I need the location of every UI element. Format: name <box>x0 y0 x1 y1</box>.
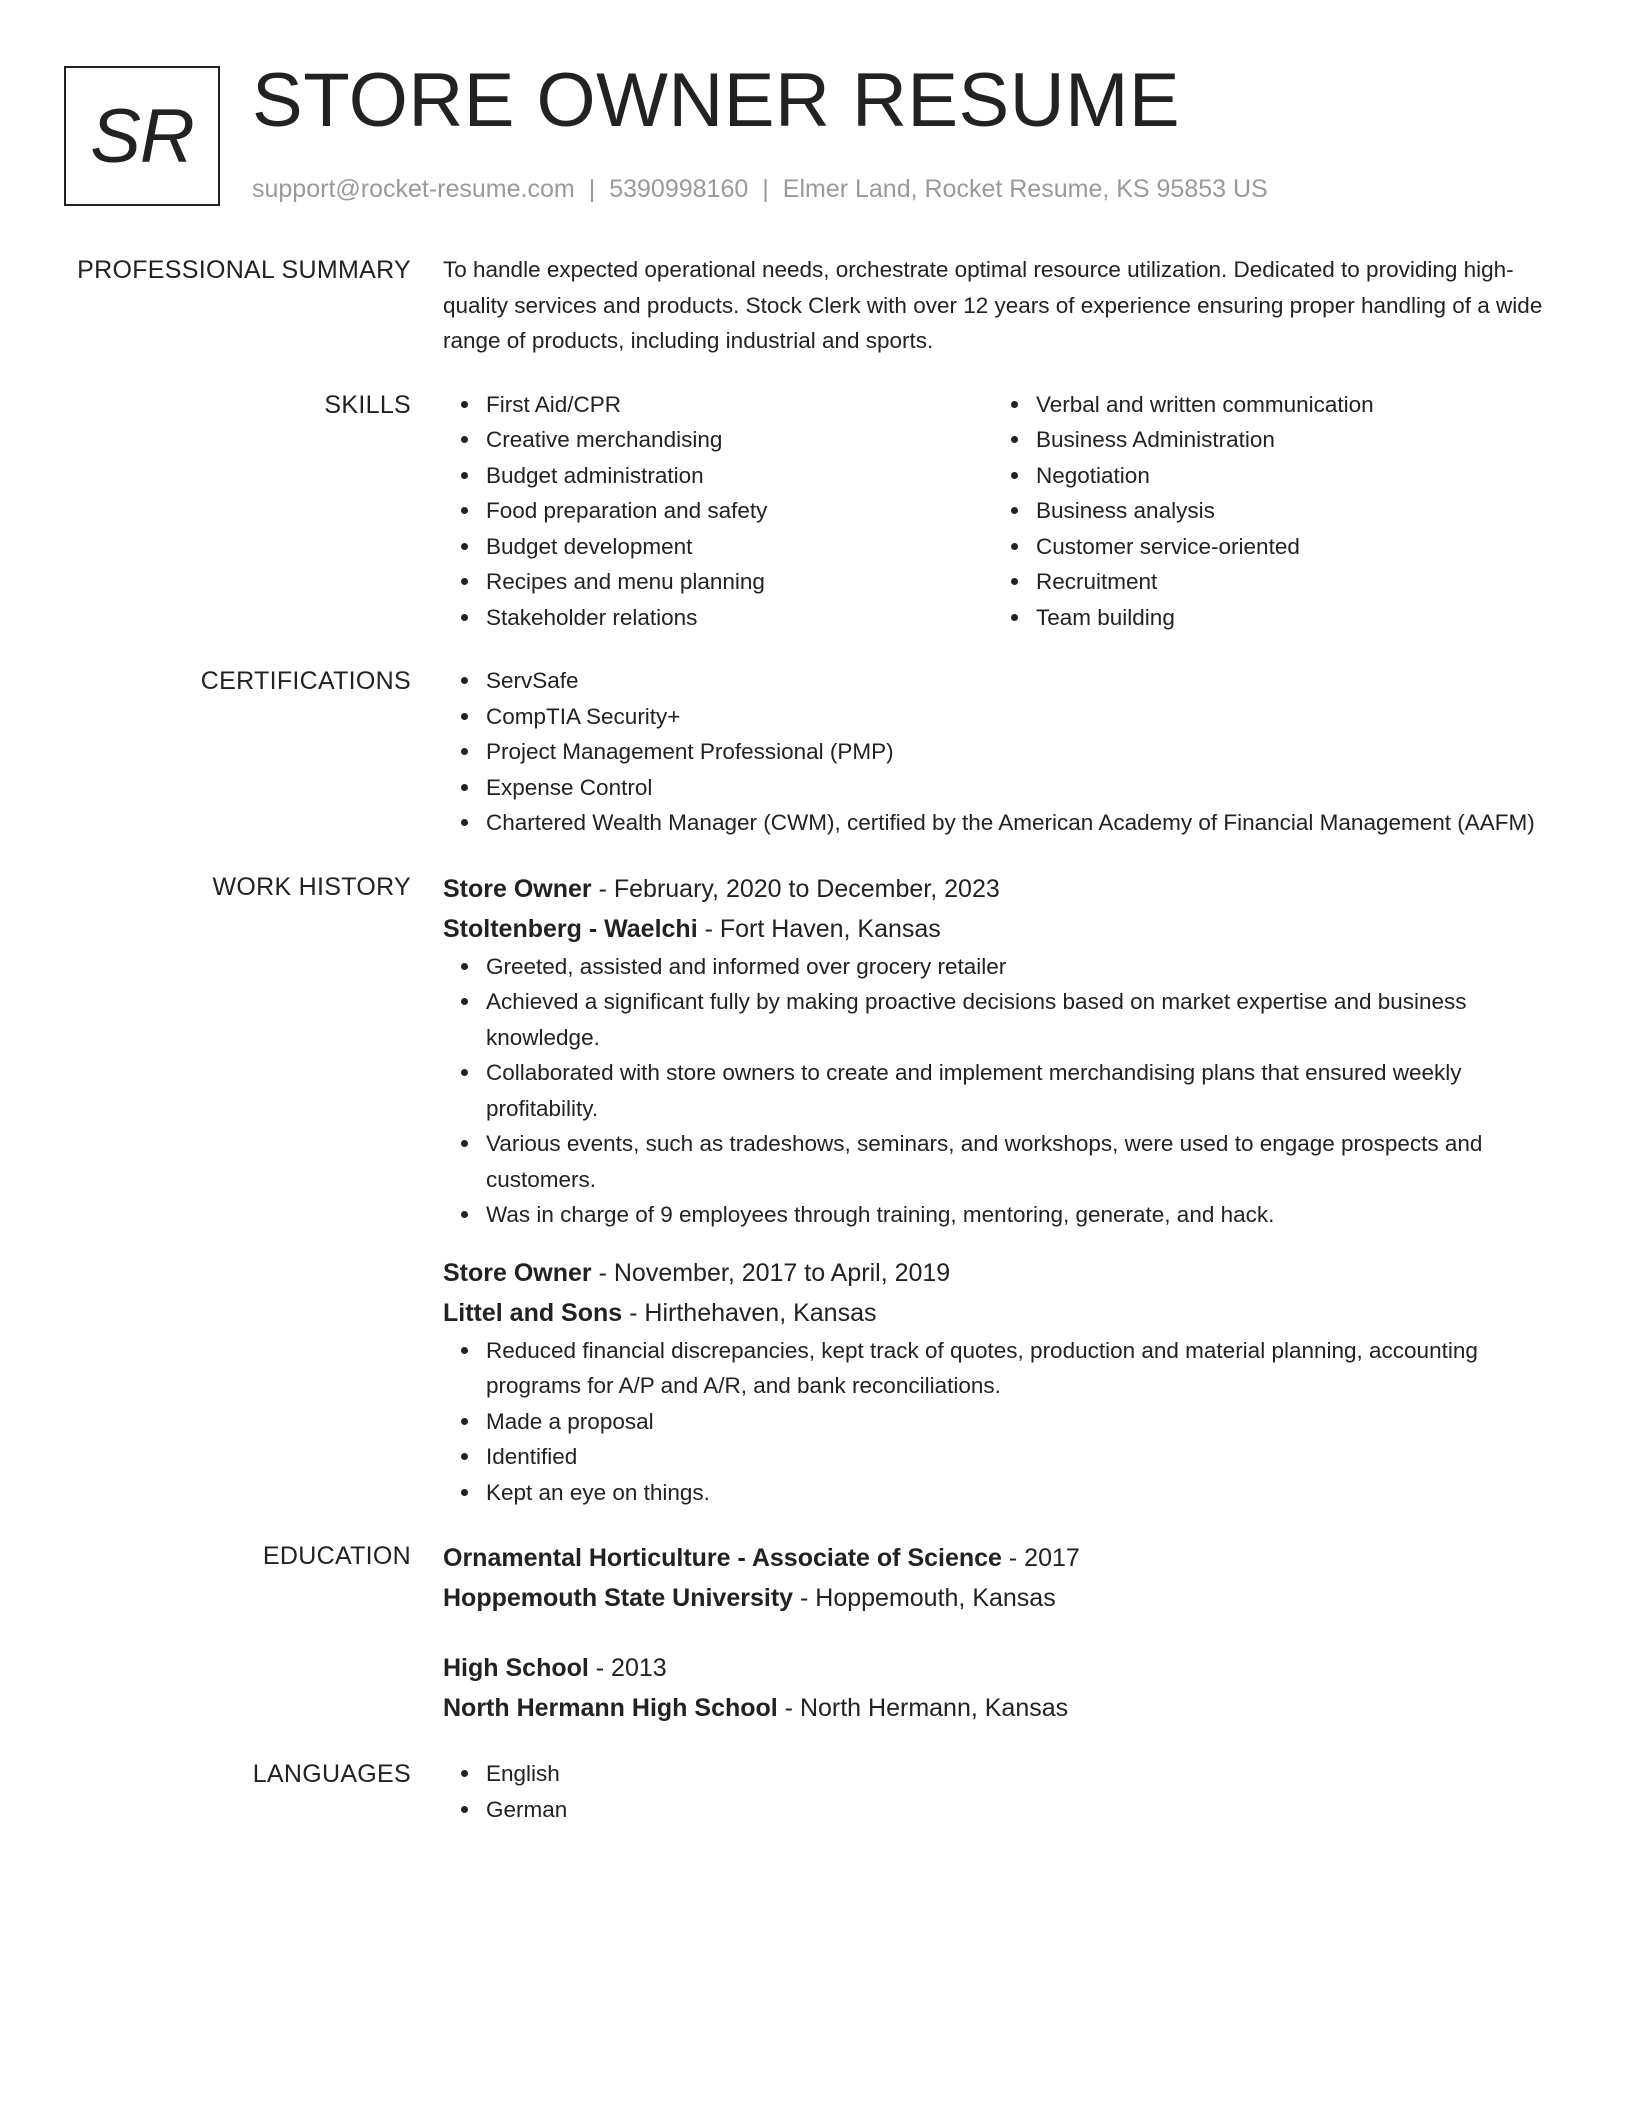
education-year: - 2017 <box>1001 1544 1080 1572</box>
certification-item: Project Management Professional (PMP) <box>486 734 1543 770</box>
job-bullet: Reduced financial discrepancies, kept track of quotes, production and material planning, accounting programs for A/P and A/R, and bank reconciliations. <box>486 1333 1543 1404</box>
job-bullet: Collaborated with store owners to create and implement merchandising plans that ensured weekly profitability. <box>486 1055 1543 1126</box>
skills-column-1 <box>443 387 993 636</box>
job-bullet: Greeted, assisted and informed over grocery retailer <box>486 949 1543 985</box>
education-school-line <box>443 1688 1543 1728</box>
education-body <box>443 1538 1543 1728</box>
contact-separator: | <box>762 175 769 203</box>
skills-body <box>443 387 1543 636</box>
job-entry <box>443 869 1543 1233</box>
contact-separator: | <box>588 175 596 203</box>
skill-item: Stakeholder relations <box>486 600 993 636</box>
contact-email: support@rocket-resume.com <box>252 175 575 203</box>
language-item: English <box>486 1756 1543 1792</box>
languages-section <box>0 1756 1632 1827</box>
job-company-line <box>443 909 1543 949</box>
job-title-line <box>443 1253 1543 1293</box>
language-item: German <box>486 1792 1543 1828</box>
summary-body <box>443 252 1543 359</box>
section-label-skills: SKILLS <box>324 390 411 419</box>
contact-phone: 5390998160 <box>609 175 749 203</box>
education-degree-line <box>443 1538 1543 1578</box>
job-bullet: Was in charge of 9 employees through training, mentoring, generate, and hack. <box>486 1197 1543 1233</box>
page-title: STORE OWNER RESUME <box>252 58 1181 143</box>
job-title: Store Owner <box>443 874 592 903</box>
section-label-education: EDUCATION <box>262 1542 411 1570</box>
job-title-line <box>443 869 1543 909</box>
certification-item: Chartered Wealth Manager (CWM), certified by the American Academy of Financial Management (AAFM) <box>486 805 1543 841</box>
skills-column-2 <box>993 387 1543 636</box>
job-dates: - November, 2017 to April, 2019 <box>591 1258 951 1287</box>
certifications-section <box>0 663 1632 841</box>
job-company: Littel and Sons <box>443 1298 623 1327</box>
skill-item: Recipes and menu planning <box>486 564 993 600</box>
certifications-list <box>443 663 1543 841</box>
education-degree: High School <box>443 1654 589 1682</box>
education-location: - North Hermann, Kansas <box>777 1694 1069 1722</box>
skill-item: Team building <box>1036 600 1543 636</box>
skill-item: Food preparation and safety <box>486 493 993 529</box>
contact-line <box>252 172 1268 206</box>
skill-item: Negotiation <box>1036 458 1543 494</box>
job-company: Stoltenberg - Waelchi <box>443 914 698 943</box>
skill-item: Budget administration <box>486 458 993 494</box>
certification-item: ServSafe <box>486 663 1543 699</box>
resume-sections <box>0 252 1632 1855</box>
job-location: - Fort Haven, Kansas <box>697 914 941 943</box>
summary-section <box>0 252 1632 359</box>
section-label-languages: LANGUAGES <box>252 1760 411 1788</box>
skill-item: Business analysis <box>1036 493 1543 529</box>
skill-item: Recruitment <box>1036 564 1543 600</box>
skill-item: Creative merchandising <box>486 422 993 458</box>
work-history-section <box>0 869 1632 1511</box>
job-location: - Hirthehaven, Kansas <box>622 1298 877 1327</box>
skill-item: Business Administration <box>1036 422 1543 458</box>
job-bullets <box>443 949 1543 1233</box>
summary-text: To handle expected operational needs, orchestrate optimal resource utilization. Dedicated to providing high-quality services and products. Stock Clerk with over 12 years of experience ensuring proper handling of a wide range of products, including industrial and sports. <box>443 257 1543 353</box>
languages-list <box>443 1756 1543 1827</box>
section-label-work-history: WORK HISTORY <box>212 872 411 901</box>
education-year: - 2013 <box>588 1654 667 1682</box>
education-entry <box>443 1538 1543 1618</box>
monogram-logo: SR <box>64 66 220 206</box>
education-school: North Hermann High School <box>443 1694 778 1722</box>
education-degree: Ornamental Horticulture - Associate of Science <box>443 1544 1002 1572</box>
skills-section <box>0 387 1632 636</box>
certification-item: CompTIA Security+ <box>486 699 1543 735</box>
skill-item: Budget development <box>486 529 993 565</box>
skill-item: First Aid/CPR <box>486 387 993 423</box>
job-bullet: Various events, such as tradeshows, seminars, and workshops, were used to engage prospects and customers. <box>486 1126 1543 1197</box>
section-label-certifications: CERTIFICATIONS <box>200 667 411 695</box>
skill-item: Verbal and written communication <box>1036 387 1543 423</box>
education-section <box>0 1538 1632 1728</box>
education-entry <box>443 1648 1543 1728</box>
job-bullet: Achieved a significant fully by making proactive decisions based on market expertise and business knowledge. <box>486 984 1543 1055</box>
job-entry <box>443 1253 1543 1511</box>
education-location: - Hoppemouth, Kansas <box>793 1584 1056 1612</box>
job-bullet: Identified <box>486 1439 1543 1475</box>
certifications-body <box>443 663 1543 841</box>
job-bullets <box>443 1333 1543 1511</box>
job-bullet: Made a proposal <box>486 1404 1543 1440</box>
job-dates: - February, 2020 to December, 2023 <box>591 874 1000 903</box>
languages-body <box>443 1756 1543 1827</box>
job-title: Store Owner <box>443 1258 592 1287</box>
job-company-line <box>443 1293 1543 1333</box>
education-degree-line <box>443 1648 1543 1688</box>
certification-item: Expense Control <box>486 770 1543 806</box>
contact-address: Elmer Land, Rocket Resume, KS 95853 US <box>782 175 1268 203</box>
skill-item: Customer service-oriented <box>1036 529 1543 565</box>
education-school-line <box>443 1578 1543 1618</box>
work-history-body <box>443 869 1543 1511</box>
education-school: Hoppemouth State University <box>443 1584 794 1612</box>
job-bullet: Kept an eye on things. <box>486 1475 1543 1511</box>
section-label-summary: PROFESSIONAL SUMMARY <box>77 256 411 284</box>
